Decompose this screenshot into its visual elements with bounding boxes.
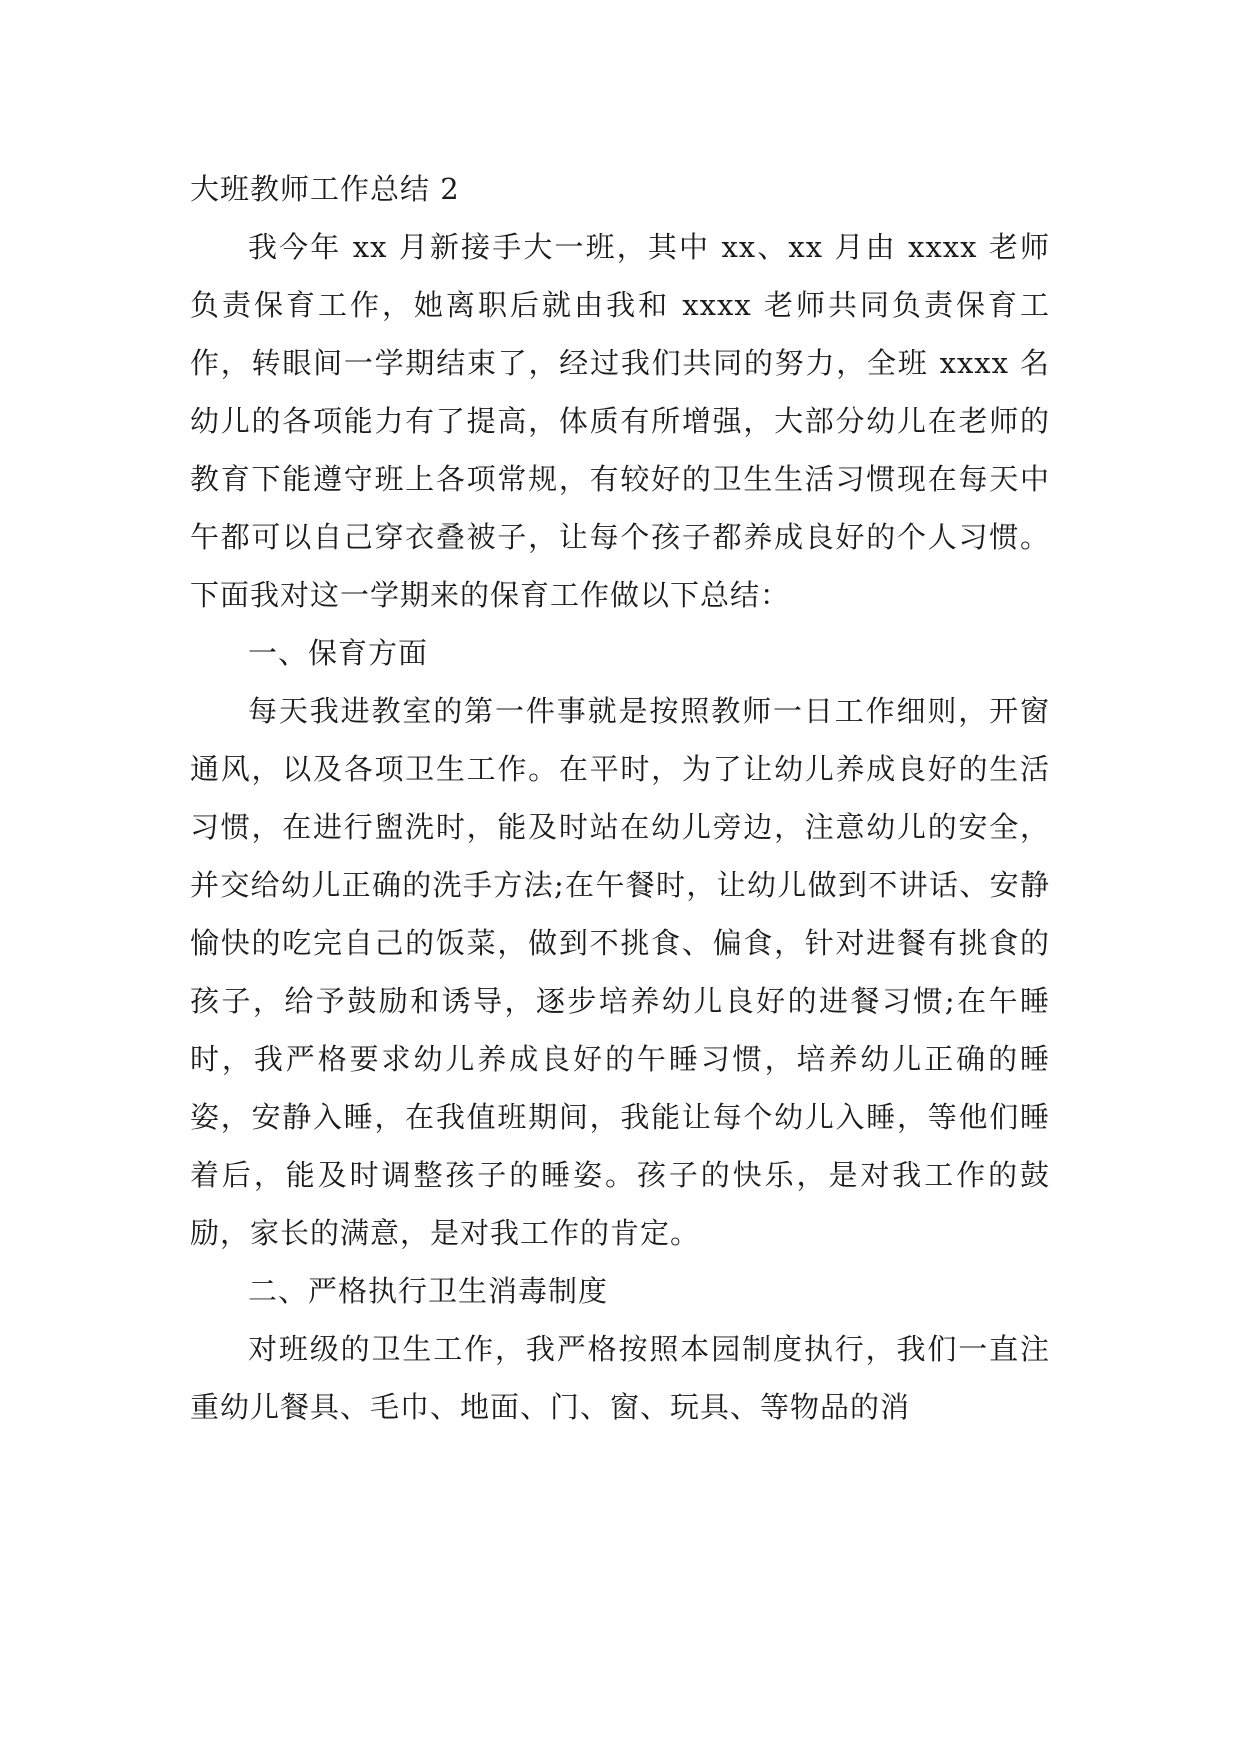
document-body: [190, 160, 1050, 1436]
intro-paragraph: 我今年 xx 月新接手大一班，其中 xx、xx 月由 xxxx 老师负责保育工作，她离职后就由我和 xxxx 老师共同负责保育工作，转眼间一学期结束了，经过我们共同的努力，全班 xxxx 名幼儿的各项能力有了提高，体质有所增强，大部分幼儿在老师的教育下能遵守班上各项常规，有较好的卫生生活习惯现在每天中午都可以自己穿衣叠被子，让每个孩子都养成良好的个人习惯。下面我对这一学期来的保育工作做以下总结：: [190, 230, 1050, 612]
section-heading-1: 一、保育方面: [248, 636, 429, 670]
document-title: 大班教师工作总结 2: [190, 172, 460, 206]
section-1-paragraph: 每天我进教室的第一件事就是按照教师一日工作细则，开窗通风，以及各项卫生工作。在平时，为了让幼儿养成良好的生活习惯，在进行盥洗时，能及时站在幼儿旁边，注意幼儿的安全，并交给幼儿正确的洗手方法;在午餐时，让幼儿做到不讲话、安静愉快的吃完自己的饭菜，做到不挑食、偏食，针对进餐有挑食的孩子，给予鼓励和诱导，逐步培养幼儿良好的进餐习惯;在午睡时，我严格要求幼儿养成良好的午睡习惯，培养幼儿正确的睡姿，安静入睡，在我值班期间，我能让每个幼儿入睡，等他们睡着后，能及时调整孩子的睡姿。孩子的快乐，是对我工作的鼓励，家长的满意，是对我工作的肯定。: [190, 694, 1050, 1250]
section-heading-2: 二、严格执行卫生消毒制度: [248, 1274, 609, 1308]
section-2-paragraph: 对班级的卫生工作，我严格按照本园制度执行，我们一直注重幼儿餐具、毛巾、地面、门、窗、玩具、等物品的消: [190, 1332, 1050, 1424]
